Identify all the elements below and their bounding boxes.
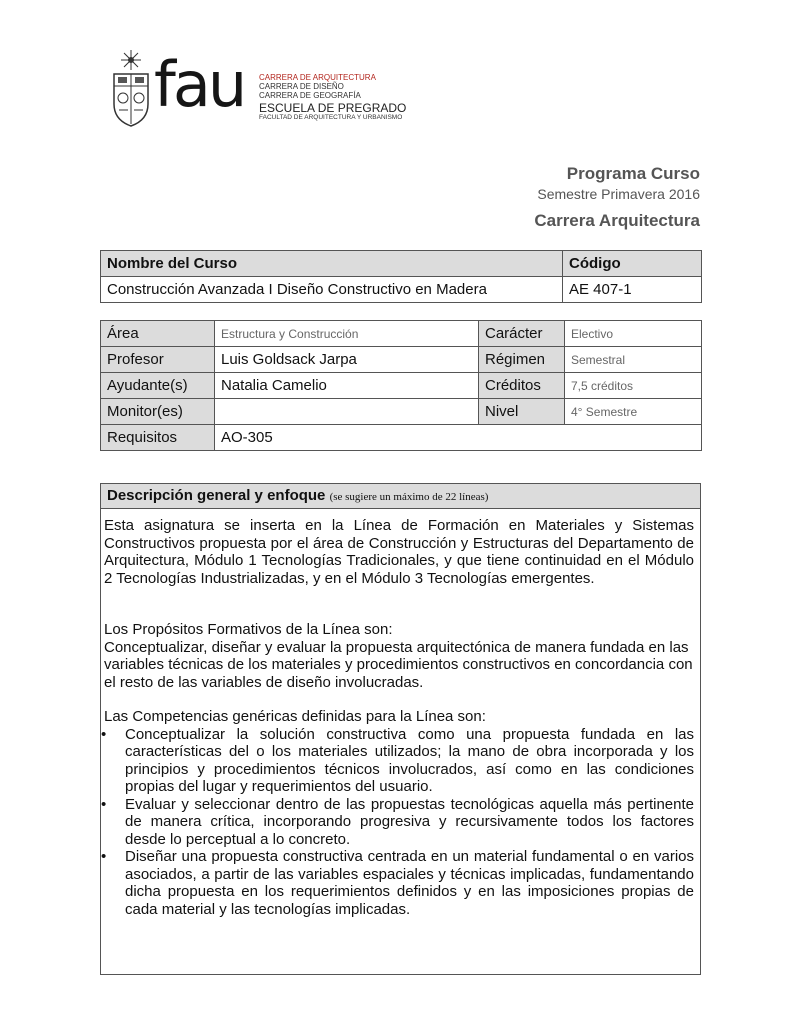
table-row <box>101 425 702 451</box>
list-item <box>101 795 694 849</box>
bullet-icon: • <box>101 848 107 865</box>
competences-title: Las Competencias genéricas definidas para la Línea son: <box>104 708 486 725</box>
list-item <box>101 848 694 918</box>
character-value: Electivo <box>565 321 702 347</box>
level-label: Nivel <box>479 399 565 425</box>
logo-line-geografia: CARRERA DE GEOGRAFÍA <box>259 91 361 100</box>
course-table <box>100 250 702 303</box>
credits-label: Créditos <box>479 373 565 399</box>
course-name-value: Construcción Avanzada I Diseño Constructivo en Madera <box>101 277 563 303</box>
area-label: Área <box>101 321 215 347</box>
assistants-value: Natalia Camelio <box>215 373 479 399</box>
purposes-text: Conceptualizar, diseñar y evaluar la propuesta arquitectónica de manera fundada en las variables técnicas de los materiales y procedimientos constructivos en concordancia con el resto de las variables de diseño involucradas. <box>104 638 693 691</box>
university-crest-icon <box>108 48 154 128</box>
course-name-label: Nombre del Curso <box>101 251 563 277</box>
credits-value: 7,5 créditos <box>565 373 702 399</box>
description-box <box>100 483 701 975</box>
program-semester: Semestre Primavera 2016 <box>537 186 700 202</box>
level-value: 4° Semestre <box>565 399 702 425</box>
character-label: Carácter <box>479 321 565 347</box>
monitors-value <box>215 399 479 425</box>
logo-text-block <box>259 74 406 122</box>
requirements-value: AO-305 <box>215 425 702 451</box>
details-table <box>100 320 702 451</box>
competence-text: Diseñar una propuesta constructiva centrada en un material fundamental o en varios asociados, a partir de las variables espaciales y técnicas implicadas, fundamentando dicha propuesta en los requerimientos definidos y en las imposiciones propias de cada material y las tecnologías implicadas. <box>125 848 694 918</box>
logo-line-escuela: ESCUELA DE PREGRADO <box>259 101 407 115</box>
professor-value: Luis Goldsack Jarpa <box>215 347 479 373</box>
course-code-value: AE 407-1 <box>563 277 702 303</box>
fau-wordmark: fau <box>154 48 245 121</box>
table-row <box>101 347 702 373</box>
logo-line-diseno: CARRERA DE DISEÑO <box>259 82 344 91</box>
table-row <box>101 399 702 425</box>
logo-line-arquitectura: CARRERA DE ARQUITECTURA <box>259 73 376 82</box>
course-code-label: Código <box>563 251 702 277</box>
program-title: Programa Curso <box>566 164 700 183</box>
course-table-header <box>101 251 702 277</box>
table-row <box>101 321 702 347</box>
description-header <box>101 484 700 509</box>
description-heading: Descripción general y enfoque <box>107 487 326 504</box>
fau-logo <box>108 48 408 130</box>
table-row <box>101 373 702 399</box>
regime-label: Régimen <box>479 347 565 373</box>
logo-line-facultad: FACULTAD DE ARQUITECTURA Y URBANISMO <box>259 114 403 121</box>
monitors-label: Monitor(es) <box>101 399 215 425</box>
assistants-label: Ayudante(s) <box>101 373 215 399</box>
regime-value: Semestral <box>565 347 702 373</box>
course-table-row <box>101 277 702 303</box>
competence-text: Conceptualizar la solución constructiva como una propuesta fundada en las características del o los materiales utilizados; la mano de obra incorporada y los principios y procedimientos técnicos involucrados, así como en las condiciones propias del lugar y requerimientos del usuario. <box>125 725 694 795</box>
bullet-icon: • <box>101 795 107 813</box>
description-hint: (se sugiere un máximo de 22 líneas) <box>329 491 489 503</box>
program-career: Carrera Arquitectura <box>534 211 700 230</box>
list-item <box>101 725 694 796</box>
purposes-title: Los Propósitos Formativos de la Línea son: <box>104 621 393 638</box>
area-value: Estructura y Construcción <box>215 321 479 347</box>
competence-text: Evaluar y seleccionar dentro de las propuestas tecnológicas aquella más pertinente de manera crítica, incorporando progresiva y recursivamente todos los factores desde lo perceptual a lo concreto. <box>125 795 694 848</box>
professor-label: Profesor <box>101 347 215 373</box>
requirements-label: Requisitos <box>101 425 215 451</box>
description-body <box>101 509 700 918</box>
description-intro: Esta asignatura se inserta en la Línea de Formación en Materiales y Sistemas Constructivos propuesta por el área de Construcción y Estructuras del Departamento de Arquitectura, Módulo 1 Tecnologías Tradicionales, y que tiene continuidad en el Módulo 2 Tecnologías Industrializadas, y en el Módulo 3 Tecnologías emergentes. <box>104 517 694 587</box>
bullet-icon: • <box>101 725 107 743</box>
